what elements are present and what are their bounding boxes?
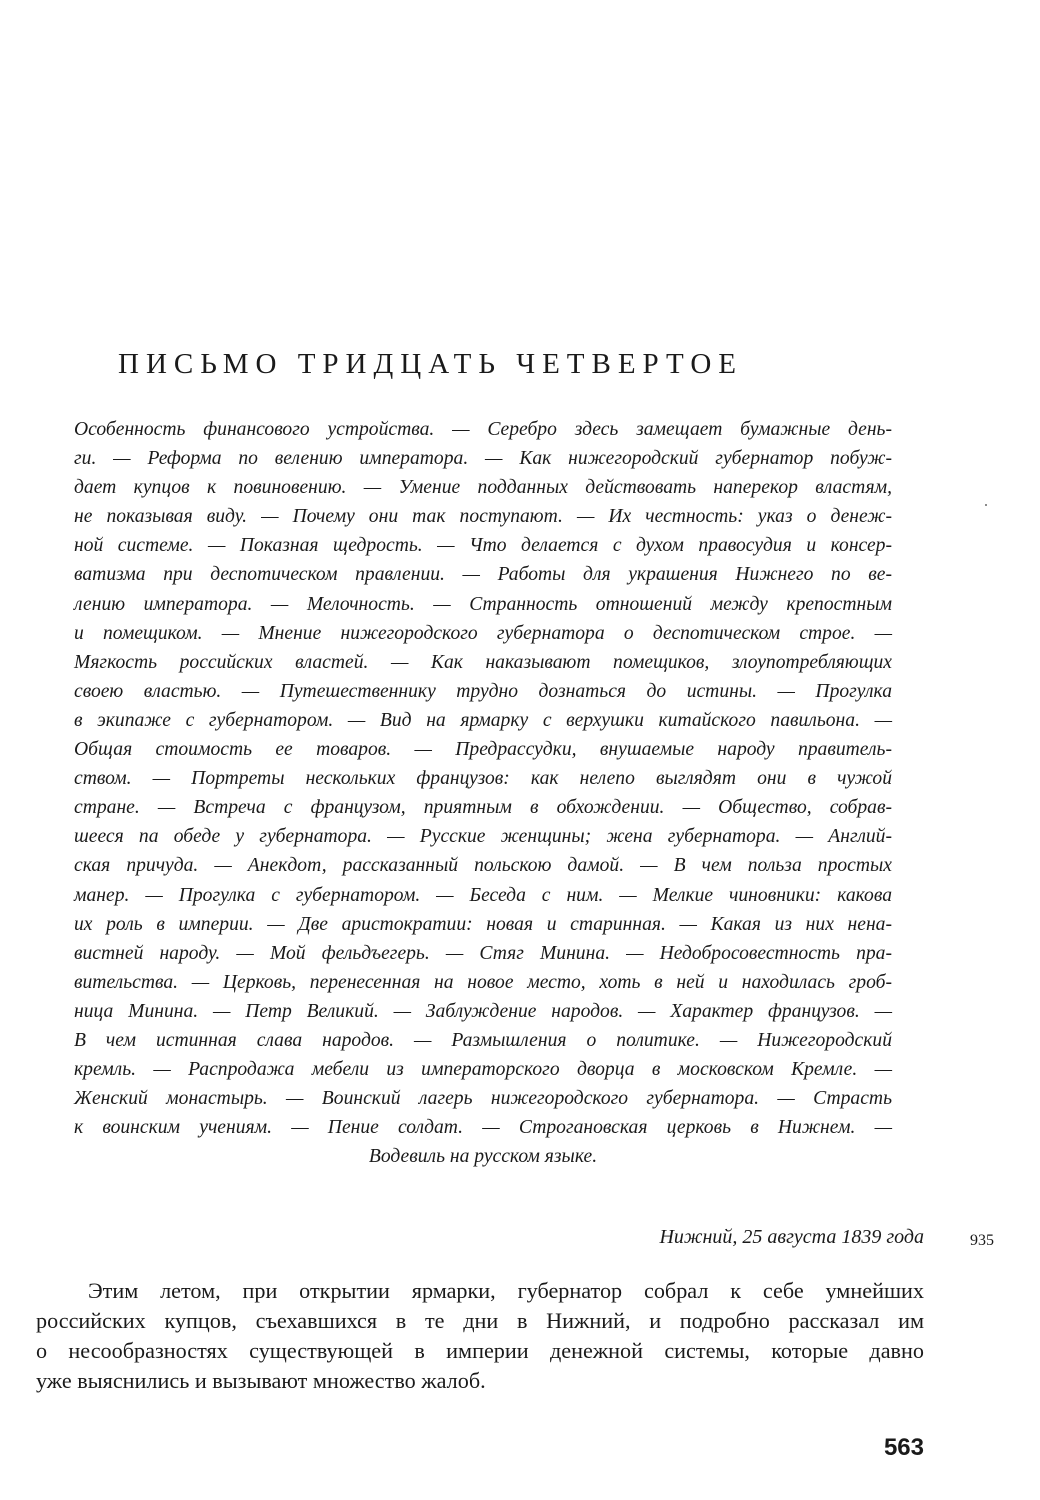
body-line: о несообразностях существующей в империи денежной системы, которые давно <box>36 1338 924 1363</box>
summary-line: в экипаже с губернатором. — Вид на ярмарку с верхушки китайского павильона. — <box>74 709 892 731</box>
summary-line: манер. — Прогулка с губернатором. — Беседа с ним. — Мелкие чиновники: какова <box>74 884 892 906</box>
summary-line: Водевиль на русском языке. <box>368 1146 598 1168</box>
chapter-title: ПИСЬМО ТРИДЦАТЬ ЧЕТВЕРТОЕ <box>118 348 744 380</box>
summary-line: не показывая виду. — Почему они так поступают. — Их честность: указ о денеж- <box>74 506 892 528</box>
summary-line: лению императора. — Мелочность. — Странность отношений между крепостным <box>74 593 892 615</box>
summary-line: Мягкость российских властей. — Как наказывают помещиков, злоупотребляющих <box>74 651 892 673</box>
summary-line: ной системе. — Показная щедрость. — Что делается с духом правосудия и консер- <box>74 535 892 557</box>
body-line: уже выяснились и вызывают множество жалоб. <box>36 1368 486 1393</box>
summary-line: дает купцов к повиновению. — Умение подданных действовать наперекор властям, <box>74 477 892 499</box>
margin-reference-number: 935 <box>970 1232 994 1249</box>
summary-line: ватизма при деспотическом правлении. — Работы для украшения Нижнего по ве- <box>74 564 892 586</box>
summary-line: своею властью. — Путешественнику трудно дознаться до истины. — Прогулка <box>74 680 892 702</box>
summary-line: кремль. — Распродажа мебели из императорского дворца в московском Кремле. — <box>74 1059 892 1081</box>
body-line: Этим летом, при открытии ярмарки, губернатор собрал к себе умнейших <box>88 1278 924 1303</box>
page-number: 563 <box>883 1434 924 1461</box>
summary-line: Общая стоимость ее товаров. — Предрассудки, внушаемые народу правитель- <box>74 739 892 761</box>
summary-line: к воинским учениям. — Пение солдат. — Строгановская церковь в Нижнем. — <box>74 1117 892 1139</box>
summary-line: вительства. — Церковь, перенесенная на новое место, хоть в ней и находилась гроб- <box>74 971 892 993</box>
summary-line: ница Минина. — Петр Великий. — Заблуждение народов. — Характер французов. — <box>74 1000 892 1022</box>
summary-line: Женский монастырь. — Воинский лагерь нижегородского губернатора. — Страсть <box>74 1088 892 1110</box>
summary-line: Особенность финансового устройства. — Серебро здесь замещает бумажные день- <box>74 419 892 440</box>
summary-line: ская причуда. — Анекдот, рассказанный польскою дамой. — В чем польза простых <box>74 855 892 877</box>
summary-line: и помещиком. — Мнение нижегородского губернатора о деспотическом строе. — <box>74 622 892 644</box>
summary-line: В чем истинная слава народов. — Размышления о политике. — Нижегородский <box>74 1029 892 1051</box>
dateline: Нижний, 25 августа 1839 года <box>659 1226 924 1248</box>
summary-line: ством. — Портреты нескольких французов: как нелепо выглядят они в чужой <box>74 768 892 790</box>
summary-line: ги. — Реформа по велению императора. — Как нижегородский губернатор побуж- <box>74 448 892 470</box>
chapter-summary <box>74 415 892 1171</box>
summary-line: стране. — Встреча с французом, приятным в обхождении. — Общество, собрав- <box>74 797 892 819</box>
body-paragraph <box>36 1276 924 1396</box>
summary-line: вистней народу. — Мой фельдъегерь. — Стяг Минина. — Недобросовестность пра- <box>74 942 892 964</box>
body-line: российских купцов, съехавшихся в те дни в Нижний, и подробно рассказал им <box>36 1308 924 1333</box>
summary-line: их роль в империи. — Две аристократии: новая и старинная. — Какая из них нена- <box>74 913 892 935</box>
summary-line: шееся па обеде у губернатора. — Русские женщины; жена губернатора. — Англий- <box>74 826 892 848</box>
margin-mark <box>985 504 987 506</box>
